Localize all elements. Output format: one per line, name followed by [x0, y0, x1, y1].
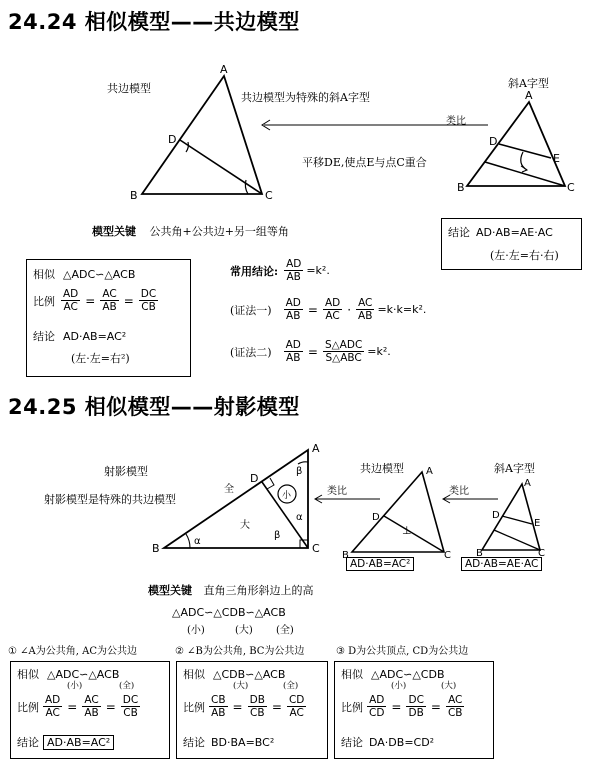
point-a: A — [524, 478, 531, 489]
beta-c: β — [274, 530, 281, 541]
proof2-label: (证法二) — [230, 345, 272, 359]
conclusion-label: 结论 — [17, 736, 39, 749]
case-1-title — [8, 642, 137, 657]
common-label: 常用结论: — [230, 264, 279, 278]
similar-label: 相似 — [17, 668, 39, 681]
formula-common-edge: AD·AB=AC² — [346, 557, 414, 571]
ratio-label: 比例 — [33, 294, 55, 308]
label-slant-a: 斜A字型 — [494, 462, 535, 475]
tag-2: (全) — [283, 681, 299, 691]
similar-label: 相似 — [183, 668, 205, 681]
label-common-edge: 共边模型 — [360, 462, 404, 475]
point-a: A — [525, 89, 533, 102]
point-e: E — [553, 152, 560, 165]
tag-1: (小) — [67, 681, 83, 691]
similar-text: △ADC∽△ACB — [47, 667, 120, 681]
f2n: AC — [84, 694, 99, 706]
note-special-a-shape: 共边模型为特殊的斜A字型 — [241, 91, 370, 104]
conclusion-label: 结论 — [448, 226, 470, 239]
point-a: A — [312, 442, 320, 455]
case-2-box: 相似 △CDB∽△ACB (大) (全) 比例 $\frac{CB}{AB}$ = $\frac{DB}{CB}$ = $\frac{CD}{AC}$ 结论 BD·BA=BC² — [176, 661, 328, 759]
common-fd: AB — [286, 271, 301, 283]
ratio-label: 比例 — [341, 700, 363, 714]
point-c: C — [265, 189, 273, 202]
proof1-rhs: =k·k=k². — [377, 303, 427, 316]
model-key-title: 模型关键 — [92, 225, 136, 238]
f2n: DC — [408, 694, 424, 706]
triangle-figure-common-edge — [120, 60, 280, 205]
proof1-label: (证法一) — [230, 303, 272, 317]
common-fn: AD — [286, 258, 302, 270]
similar-chain: △ADC∽△CDB∽△ACB — [172, 606, 286, 619]
model-key-2 — [148, 582, 314, 598]
point-b: B — [152, 542, 160, 555]
f3d: CB — [123, 707, 138, 719]
triangle-figure-projection — [150, 440, 330, 555]
ratio-f3d: CB — [141, 301, 156, 313]
case-number: ① — [8, 646, 17, 657]
analogy-label-1: 类比 — [327, 486, 347, 497]
case-2-title — [175, 642, 304, 657]
f2n: DB — [249, 694, 265, 706]
point-b: B — [476, 548, 483, 558]
proof2-f2d: S△ABC — [325, 352, 362, 364]
triangle-figure-slant-a-small — [476, 478, 556, 558]
label-common-edge-model: 共边模型 — [107, 82, 151, 95]
point-a: A — [220, 63, 228, 76]
proof2-f1n: AD — [285, 339, 301, 351]
note-projection-special: 射影模型是特殊的共边模型 — [44, 493, 176, 506]
conclusion-text: AD·AB=AC² — [43, 735, 114, 750]
case-text: ∠A为公共角, AC为公共边 — [20, 646, 137, 657]
similar-text: △CDB∽△ACB — [213, 667, 286, 681]
proof1-f3d: AB — [358, 310, 373, 322]
ratio-f3n: DC — [140, 288, 157, 300]
label-big: 大 — [240, 520, 250, 531]
point-c: C — [538, 548, 545, 558]
f3d: AC — [289, 707, 304, 719]
tag-2: (大) — [441, 681, 457, 691]
f2d: AB — [84, 707, 99, 719]
conclusion-note: (左·左=右·右) — [490, 249, 559, 262]
point-b: B — [457, 181, 465, 194]
f1d: AB — [211, 707, 226, 719]
point-c: C — [444, 550, 451, 560]
label-small: 小 — [282, 491, 292, 501]
tag-1: (大) — [233, 681, 249, 691]
proof1-f1n: AD — [285, 297, 301, 309]
alpha-b: α — [194, 536, 201, 547]
proof2-rhs: =k². — [367, 345, 391, 358]
model-key — [92, 223, 289, 239]
beta-a: β — [296, 466, 303, 477]
formula-slant-a: AD·AB=AE·AC — [461, 557, 542, 571]
case-number: ③ — [336, 646, 345, 657]
case-3-box: 相似 △ADC∽△CDB (小) (大) 比例 $\frac{AD}{CD}$ = $\frac{DC}{DB}$ = $\frac{AC}{CB}$ 结论 DA·DB=CD² — [334, 661, 494, 759]
tag-1: (小) — [391, 681, 407, 691]
perp-mark: ⊥ — [402, 524, 412, 537]
proof1-f3n: AC — [358, 297, 373, 309]
proof1-f2d: AC — [325, 310, 340, 322]
f1d: AC — [45, 707, 60, 719]
proof2-f2n: S△ADC — [324, 339, 363, 351]
common-rhs: =k². — [306, 264, 330, 277]
case-1-box: 相似 △ADC∽△ACB (小) (全) 比例 $\frac{AD}{AC}$ = $\frac{AC}{AB}$ = $\frac{DC}{CB}$ 结论 AD·AB=AC² — [10, 661, 170, 759]
conclusion-text: DA·DB=CD² — [369, 735, 435, 749]
conclusion-label: 结论 — [341, 736, 363, 749]
alpha-c: α — [296, 512, 303, 523]
f2d: DB — [408, 707, 424, 719]
similar-box-common-edge: 相似 △ADC∽△ACB 比例 $\frac{AD}{AC}$ = $\frac{AC}{AB}$ = $\frac{DC}{CB}$ 结论 AD·AB=AC² (左·左=右²) — [26, 259, 191, 377]
point-d: D — [250, 472, 259, 485]
similar-text: △ADC∽△ACB — [63, 267, 136, 281]
common-conclusion — [230, 258, 330, 283]
f3n: DC — [122, 694, 139, 706]
case-text: D为公共顶点, CD为公共边 — [348, 646, 469, 657]
conclusion-text: BD·BA=BC² — [211, 735, 275, 749]
f1d: CD — [369, 707, 385, 719]
case-text: ∠B为公共角, BC为公共边 — [187, 646, 305, 657]
chain-tag-small: (小) — [187, 625, 205, 636]
conclusion-text: AD·AB=AC² — [63, 329, 127, 343]
proof1-f1d: AB — [286, 310, 301, 322]
f2d: CB — [249, 707, 265, 719]
ratio-f2d: AB — [102, 301, 117, 313]
proof2-f1d: AB — [286, 352, 301, 364]
point-c: C — [312, 542, 320, 555]
conclusion-note: (左·左=右²) — [71, 352, 130, 365]
section-heading-2425: 24.25 相似模型——射影模型 — [8, 395, 300, 419]
label-whole: 全 — [224, 484, 234, 495]
model-key-text: 公共角+公共边+另一组等角 — [149, 225, 289, 238]
f3n: AC — [448, 694, 463, 706]
triangle-figure-slant-a — [455, 88, 585, 198]
tag-2: (全) — [119, 681, 135, 691]
conclusion-text: AD·AB=AE·AC — [476, 225, 553, 239]
point-b: B — [130, 189, 138, 202]
ratio-f2n: AC — [102, 288, 117, 300]
proof-two: (证法二) $\frac{AD}{AB}$ = $\frac{\text{S△ADC}}{\text{S△ABC}}$ =k². — [230, 339, 391, 364]
conclusion-label: 结论 — [183, 736, 205, 749]
point-d: D — [372, 512, 380, 523]
similar-label: 相似 — [341, 668, 363, 681]
analogy-label-2: 类比 — [449, 486, 469, 497]
f1n: AD — [369, 694, 385, 706]
conclusion-box-slant — [441, 218, 582, 270]
point-d: D — [489, 135, 498, 148]
f1n: AD — [45, 694, 61, 706]
proof-one: (证法一) $\frac{AD}{AB}$ = $\frac{AD}{AC}$ · $\frac{AC}{AB}$ =k·k=k². — [230, 297, 427, 322]
point-a: A — [426, 466, 433, 477]
chain-tag-big: (大) — [235, 625, 253, 636]
ratio-f1d: AC — [63, 301, 78, 313]
analogy-label: 类比 — [446, 116, 466, 127]
point-e: E — [534, 518, 541, 529]
label-projection-model: 射影模型 — [104, 465, 148, 478]
point-c: C — [567, 181, 575, 194]
model-key-title: 模型关键 — [148, 584, 192, 597]
conclusion-label: 结论 — [33, 330, 55, 343]
similar-label: 相似 — [33, 268, 55, 281]
model-key-text: 直角三角形斜边上的高 — [203, 584, 314, 597]
note-translate-de: 平移DE,使点E与点C重合 — [302, 156, 427, 169]
chain-tag-whole: (全) — [276, 625, 294, 636]
f1n: CB — [211, 694, 226, 706]
similar-text: △ADC∽△CDB — [371, 667, 445, 681]
ratio-label: 比例 — [17, 700, 39, 714]
case-3-title — [336, 642, 468, 657]
f3d: CB — [447, 707, 463, 719]
label-slant-a-shape: 斜A字型 — [508, 77, 549, 90]
triangle-figure-common-edge-small — [342, 462, 454, 560]
proof1-f2n: AD — [324, 297, 341, 309]
ratio-f1n: AD — [63, 288, 79, 300]
ratio-label: 比例 — [183, 700, 205, 714]
point-d: D — [492, 510, 500, 521]
point-d: D — [168, 133, 177, 146]
point-b: B — [342, 550, 349, 560]
section-heading-2424: 24.24 相似模型——共边模型 — [8, 10, 300, 34]
f3n: CD — [288, 694, 305, 706]
case-number: ② — [175, 646, 184, 657]
